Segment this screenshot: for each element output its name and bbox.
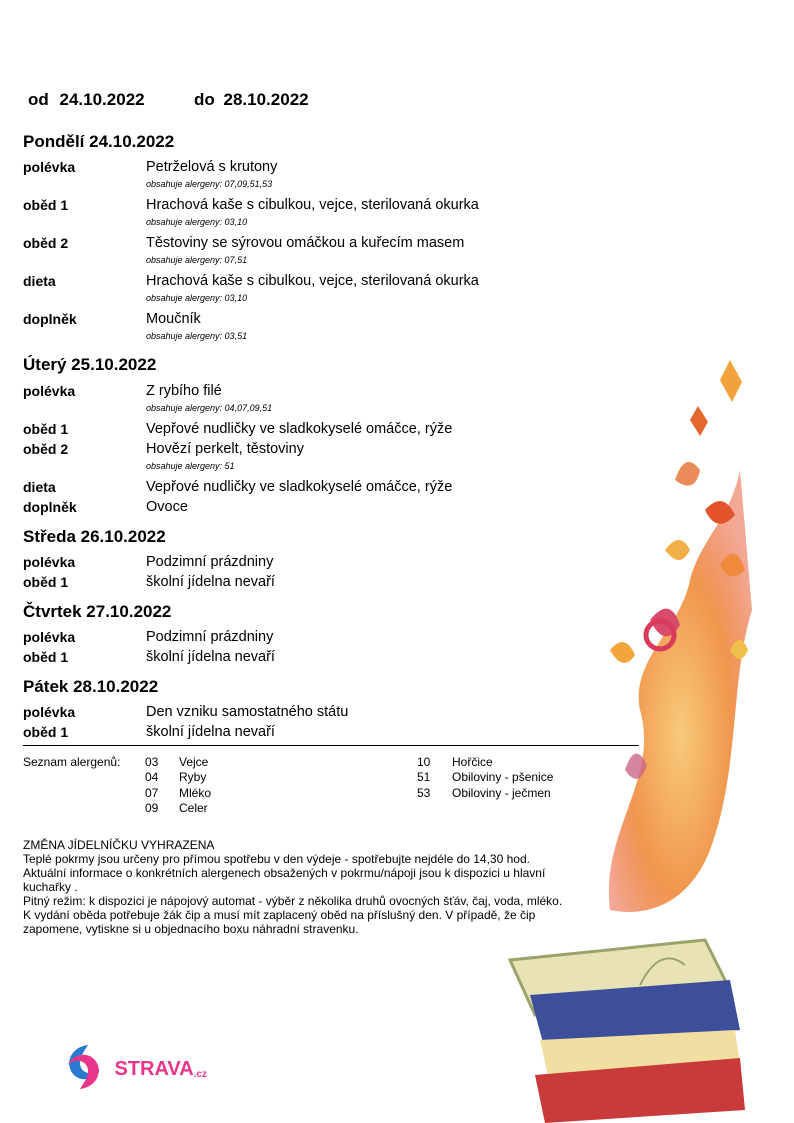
meal-type: polévka — [23, 704, 76, 720]
day-title-thursday: Čtvrtek 27.10.2022 — [23, 602, 172, 621]
from-label: od — [28, 90, 49, 109]
allergen-name: Mléko — [179, 786, 212, 800]
meal-type: oběd 1 — [23, 724, 69, 740]
from-date: 24.10.2022 — [59, 90, 145, 109]
allergen-name: Hořčice — [452, 755, 493, 769]
allergen-name: Vejce — [179, 755, 209, 769]
meal-name: Hrachová kaše s cibulkou, vejce, sterilovaná okurka — [146, 197, 479, 213]
allergen-code: 53 — [417, 786, 431, 800]
meal-allergens: obsahuje alergeny: 04,07,09,51 — [146, 403, 273, 413]
strava-logo — [62, 1043, 207, 1091]
allergen-code: 07 — [145, 786, 159, 800]
meal-name: Den vzniku samostatného státu — [146, 704, 349, 720]
notes-line: Teplé pokrmy jsou určeny pro přímou spotřebu v den výdeje - spotřebujte nejdéle do 14,30 hod. — [23, 852, 530, 866]
to-date: 28.10.2022 — [223, 90, 309, 109]
meal-name: školní jídelna nevaří — [146, 649, 275, 665]
day-title-friday: Pátek 28.10.2022 — [23, 677, 159, 696]
meal-type: oběd 2 — [23, 441, 69, 457]
autumn-books-illustration — [490, 350, 754, 1123]
day-title-monday: Pondělí 24.10.2022 — [23, 132, 175, 151]
meal-allergens: obsahuje alergeny: 07,51 — [146, 255, 248, 265]
meal-allergens: obsahuje alergeny: 07,09,51,53 — [146, 179, 273, 189]
meal-type: polévka — [23, 629, 76, 645]
meal-name: Z rybího filé — [146, 383, 222, 399]
meal-type: oběd 1 — [23, 649, 69, 665]
meal-name: školní jídelna nevaří — [146, 724, 275, 740]
meal-name: Vepřové nudličky ve sladkokyselé omáčce, rýže — [146, 421, 453, 437]
meal-allergens: obsahuje alergeny: 03,10 — [146, 293, 248, 303]
meal-type: polévka — [23, 159, 76, 175]
meal-type: doplněk — [23, 311, 77, 327]
meal-type: oběd 1 — [23, 574, 69, 590]
allergen-name: Obiloviny - ječmen — [452, 786, 551, 800]
notes-line: kuchařky . — [23, 880, 78, 894]
meal-type: dieta — [23, 273, 56, 289]
meal-type: oběd 2 — [23, 235, 69, 251]
allergen-list-label: Seznam alergenů: — [23, 755, 121, 769]
allergen-name: Ryby — [179, 770, 207, 784]
strava-logo-suffix: .cz — [193, 1069, 208, 1081]
date-from — [28, 90, 145, 110]
notes-line: Pitný režim: k dispozici je nápojový automat - výběr z několika druhů ovocných šťáv, čaj, voda, mléko. — [23, 894, 563, 908]
to-label: do — [194, 90, 215, 109]
allergen-code: 10 — [417, 755, 431, 769]
allergen-code: 51 — [417, 770, 431, 784]
meal-type: dieta — [23, 479, 56, 495]
meal-name: Ovoce — [146, 499, 188, 515]
meal-name: Podzimní prázdniny — [146, 554, 274, 570]
meal-name: Hrachová kaše s cibulkou, vejce, sterilovaná okurka — [146, 273, 479, 289]
notes-heading: ZMĚNA JÍDELNÍČKU VYHRAZENA — [23, 838, 215, 852]
meal-name: Moučník — [146, 311, 201, 327]
meal-type: polévka — [23, 554, 76, 570]
meal-name: Petrželová s krutony — [146, 159, 278, 175]
allergen-name: Celer — [179, 801, 208, 815]
date-to — [194, 90, 309, 110]
notes-line: Aktuální informace o konkrétních alergenech obsažených v pokrmu/nápoji jsou k dispozici u hlavní — [23, 866, 546, 880]
notes-line: K vydání oběda potřebuje žák čip a musí mít zaplacený oběd na příslušný den. V případě, že čip — [23, 908, 536, 922]
notes-line: zapomene, vytiskne si u objednacího boxu náhradní stravenku. — [23, 922, 359, 936]
allergen-code: 09 — [145, 801, 159, 815]
meal-type: polévka — [23, 383, 76, 399]
allergen-code: 03 — [145, 755, 159, 769]
meal-name: Vepřové nudličky ve sladkokyselé omáčce, rýže — [146, 479, 453, 495]
allergen-name: Obiloviny - pšenice — [452, 770, 554, 784]
meal-type: doplněk — [23, 499, 77, 515]
meal-allergens: obsahuje alergeny: 03,51 — [146, 331, 248, 341]
meal-allergens: obsahuje alergeny: 51 — [146, 461, 235, 471]
meal-name: Hovězí perkelt, těstoviny — [146, 441, 304, 457]
meal-name: Těstoviny se sýrovou omáčkou a kuřecím masem — [146, 235, 465, 251]
strava-logo-text: STRAVA — [114, 1058, 194, 1081]
meal-name: Podzimní prázdniny — [146, 629, 274, 645]
meal-type: oběd 1 — [23, 197, 69, 213]
allergen-code: 04 — [145, 770, 159, 784]
meal-name: školní jídelna nevaří — [146, 574, 275, 590]
day-title-tuesday: Úterý 25.10.2022 — [23, 355, 157, 374]
day-title-wednesday: Středa 26.10.2022 — [23, 527, 166, 546]
meal-type: oběd 1 — [23, 421, 69, 437]
strava-logo-icon — [62, 1043, 106, 1091]
meal-allergens: obsahuje alergeny: 03,10 — [146, 217, 248, 227]
